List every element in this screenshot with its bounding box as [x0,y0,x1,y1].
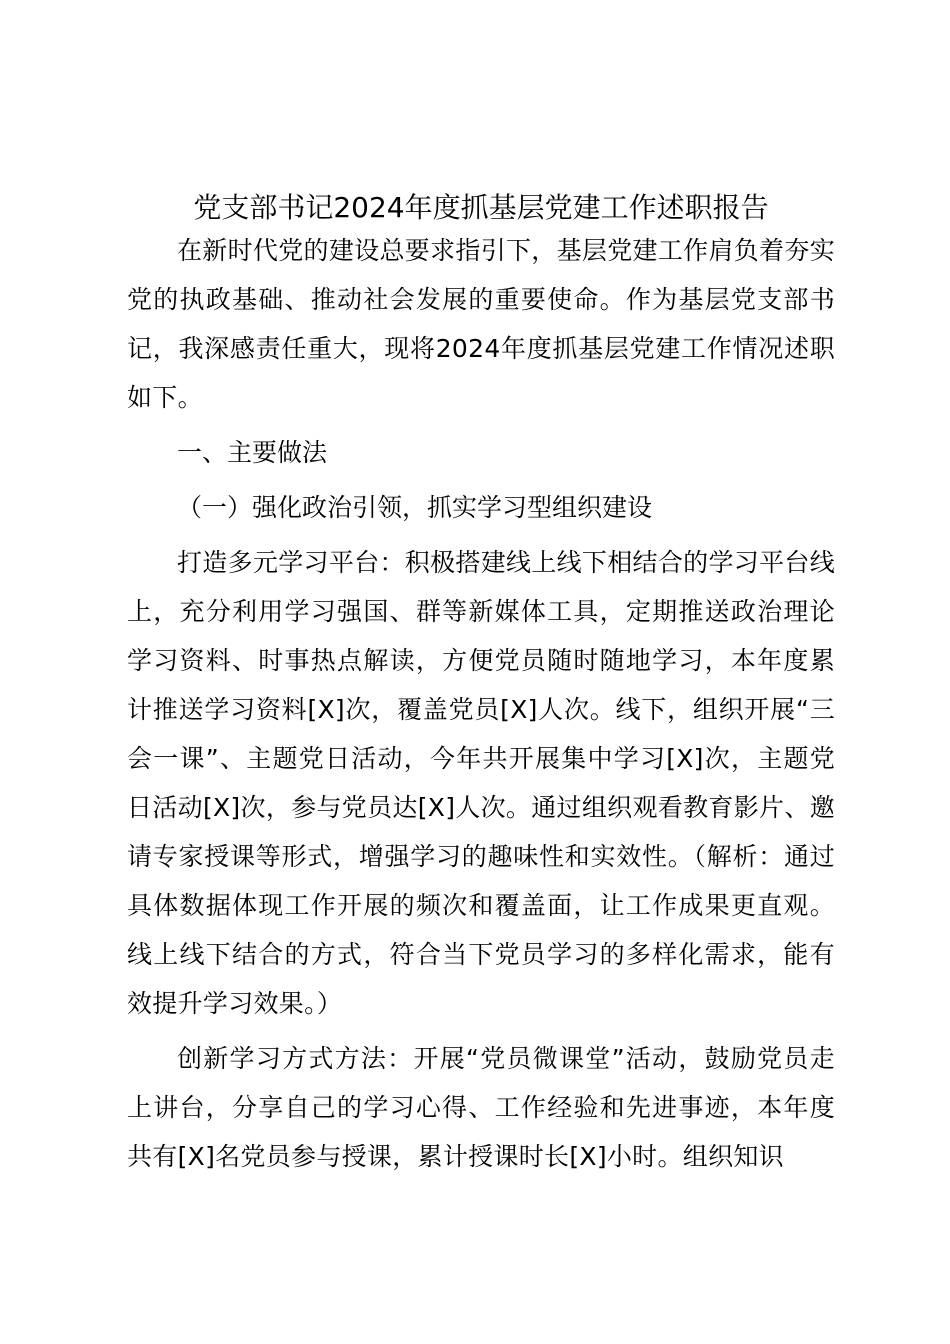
intro-paragraph: 在新时代党的建设总要求指引下，基层党建工作肩负着夯实党的执政基础、推动社会发展的重要使命。作为基层党支部书记，我深感责任重大，现将2024年度抓基层党建工作情况述职如下。 [127,236,835,412]
document-body [127,178,835,1181]
subsection-heading: （一）强化政治引领，抓实学习型组织建设 [177,493,653,522]
body-paragraph-method: 创新学习方式方法：开展“党员微课堂”活动，鼓励党员走上讲台，分享自己的学习心得、工作经验和先进事迹，本年度共有[X]名党员参与授课，累计授课时长[X]小时。组织知识 [127,1044,835,1171]
document-title: 党支部书记2024年度抓基层党建工作述职报告 [193,191,769,224]
section-heading: 一、主要做法 [177,438,328,467]
body-paragraph-platform: 打造多元学习平台：积极搭建线上线下相结合的学习平台线上，充分利用学习强国、群等新媒体工具，定期推送政治理论学习资料、时事热点解读，方便党员随时随地学习，本年度累计推送学习资料[X]次，覆盖党员[X]人次。线下，组织开展“三会一课”、主题党日活动，今年共开展集中学习[X]次，主题党日活动[X]次，参与党员达[X]人次。通过组织观看教育影片、邀请专家授课等形式，增强学习的趣味性和实效性。（解析：通过具体数据体现工作开展的频次和覆盖面，让工作成果更直观。线上线下结合的方式，符合当下党员学习的多样化需求，能有效提升学习效果。） [127,548,835,1018]
